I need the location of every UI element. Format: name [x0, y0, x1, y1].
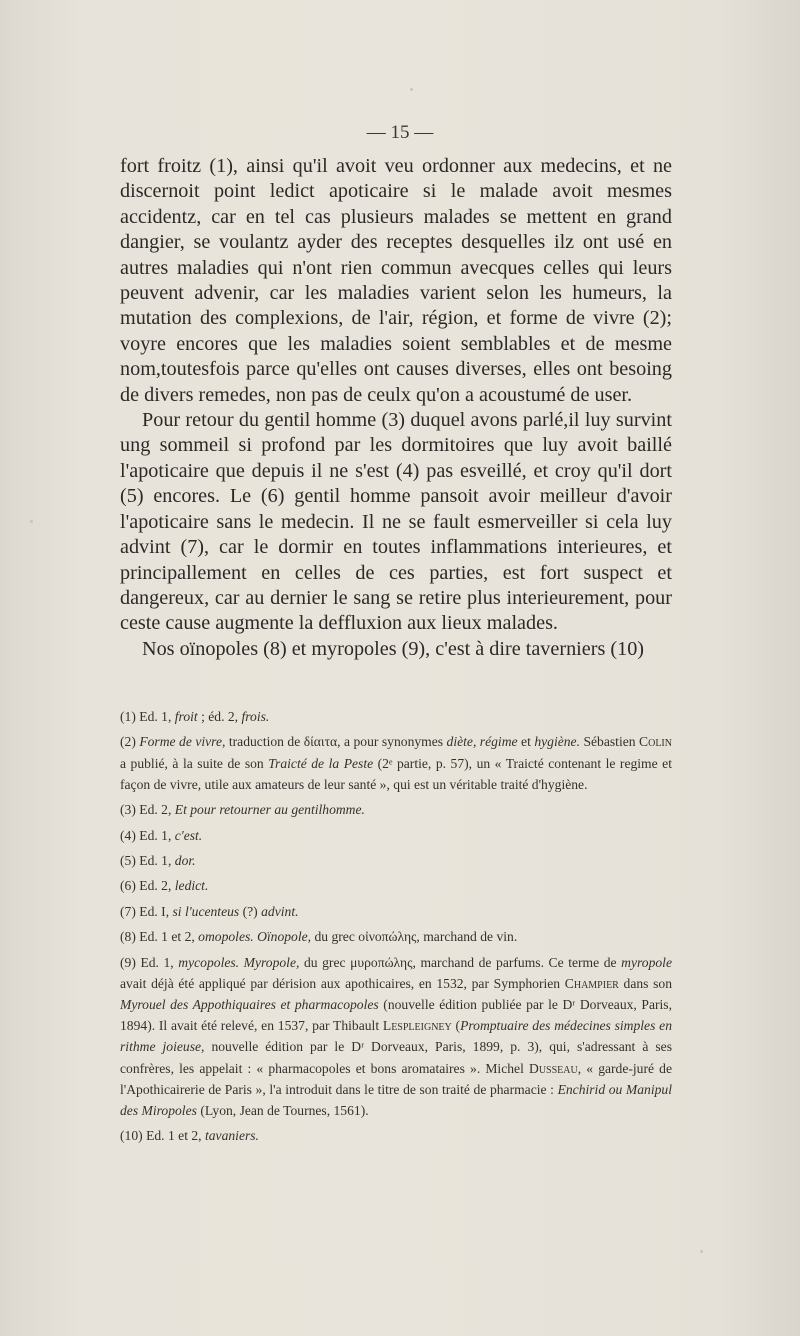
footnote-italic: hygiène.: [534, 734, 580, 750]
author-name: Champier: [564, 975, 619, 991]
author-name: Lespleigney: [382, 1018, 452, 1034]
footnote-text: et: [521, 734, 531, 750]
footnote-italic: Promptuaire des médecines simples en rithme joieuse,: [120, 1018, 672, 1055]
footnote-3: [120, 799, 672, 820]
footnotes: [120, 706, 672, 1151]
footnote-italic: tavaniers.: [204, 1128, 259, 1144]
footnote-italic: froit: [174, 709, 198, 724]
footnote-text: ; éd. 2,: [197, 709, 239, 724]
main-text: [120, 154, 672, 662]
footnote-text: Ed. 2,: [139, 802, 172, 818]
footnote-italic: advint.: [261, 903, 299, 919]
footnote-italic: Et pour retourner au gentilhomme.: [174, 802, 365, 818]
footnote-italic: mycopoles. Myropole,: [178, 954, 300, 970]
footnote-number: (7): [120, 903, 136, 919]
footnote-text: Ed. 1,: [139, 709, 172, 724]
footnote-text: (?): [242, 903, 258, 919]
footnote-text: a publié, à la suite de son: [120, 755, 264, 771]
footnote-text: du grec μυροπώλης, marchand de parfums. Ce terme de: [303, 954, 617, 970]
author-name: Dusseau,: [529, 1060, 582, 1076]
footnote-1: [120, 706, 672, 727]
footnote-text: dans son: [623, 975, 672, 991]
footnote-italic: si l'ucenteus: [172, 903, 240, 919]
footnote-text: « garde-juré de l'Apothicairerie de Paris », l'a introduit dans le titre de son traité de pharmacie :: [120, 1060, 673, 1097]
footnote-text: du grec οἰνοπώλης, marchand de vin.: [314, 929, 518, 945]
footnote-text: (: [455, 1018, 461, 1034]
page-number: — 15 —: [366, 122, 434, 143]
paper-speck: [410, 88, 413, 91]
footnote-italic: ledict.: [174, 878, 209, 894]
footnote-text: (nouvelle édition publiée par le Dʳ Dorveaux, Paris, 1894). Il avait été relevé, en 1537, par Thibault: [120, 996, 672, 1034]
footnote-6: [120, 875, 672, 896]
footnote-number: (2): [120, 734, 136, 750]
footnote-italic: Enchirid ou Manipul des Miropoles: [120, 1081, 672, 1118]
footnote-number: (6): [120, 878, 136, 894]
footnote-text: Ed. 1,: [139, 852, 172, 868]
footnote-italic: omopoles. Oïnopole,: [198, 929, 312, 945]
footnote-italic: Traicté de la Peste: [268, 755, 374, 771]
footnote-number: (10): [120, 1128, 143, 1144]
footnote-text: nouvelle édition par le Dʳ Dorveaux, Paris, 1899, p. 3), qui, s'adressant à ses confrères, les appelait : « pharmacopoles et bons aromataires ». Michel: [120, 1039, 672, 1076]
paper-speck: [30, 520, 33, 523]
footnote-5: [120, 850, 672, 871]
author-name: Colin: [639, 734, 672, 750]
footnote-number: (1): [120, 709, 136, 724]
footnote-number: (3): [120, 802, 136, 818]
footnote-italic: Forme de vivre,: [139, 734, 226, 750]
paper-speck: [700, 1250, 703, 1253]
footnote-text: Ed. 1,: [140, 954, 174, 970]
footnote-italic: myropole: [621, 954, 672, 970]
footnote-italic: diète, régime: [446, 734, 518, 750]
footnote-number: (4): [120, 827, 136, 843]
footnote-number: (9): [120, 954, 136, 970]
footnote-text: Ed. 1,: [139, 827, 172, 843]
paragraph-2: Pour retour du gentil homme (3) duquel avons parlé,il luy survint ung sommeil si profond par les dormitoires que luy avoit baillé l'apoticaire que depuis il ne s'est (4) pas esveillé, et croy qu'il dort (5) encores. Le (6) gentil homme pansoit avoir meilleur d'avoir l'apoticaire sans le medecin. Il ne se fault esmerveiller si cela luy advint (7), car le dormir en toutes inflammations interieures, et principallement en celles de ces parties, est fort suspect et dangereux, car au dernier le sang se retire plus interieurement, pour ceste cause augmente la deffluxion aux lieux malades.: [120, 409, 672, 635]
footnote-italic: Myrouel des Appothiquaires et pharmacopoles: [120, 996, 379, 1012]
footnote-number: (8): [120, 929, 136, 945]
footnote-text: Ed. 1 et 2,: [139, 929, 195, 945]
paragraph-1: fort froitz (1), ainsi qu'il avoit veu ordonner aux medecins, et ne discernoit point ledict apoticaire si le malade avoit mesmes accidentz, car en tel cas plusieurs malades se mettent en grand dangier, se voulantz ayder des receptes desquelles ilz ont usé en autres maladies qui n'ont rien commun avecques celles qui leurs peuvent advenir, car les maladies varient selon les humeurs, la mutation des complexions, de l'air, région, et forme de vivre (2); voyre encores que les maladies soient semblables et de mesme nom,toutesfois parce qu'elles ont causes diverses, elles ont besoing de divers remedes, non pas de ceulx qu'on a acoustumé de user.: [120, 155, 672, 406]
footnote-text: Ed. I,: [139, 903, 170, 919]
footnote-italic: dor.: [174, 852, 196, 868]
paragraph-3: Nos oïnopoles (8) et myropoles (9), c'est à dire taverniers (10): [142, 637, 645, 660]
footnote-number: (5): [120, 852, 136, 868]
footnote-italic: frois.: [241, 709, 270, 724]
footnote-text: (Lyon, Jean de Tournes, 1561).: [200, 1102, 369, 1118]
footnote-9: [120, 952, 672, 1122]
footnote-4: [120, 825, 672, 846]
footnote-text: Sébastien: [583, 734, 636, 750]
footnote-text: Ed. 2,: [139, 878, 172, 894]
footnote-text: (2ᵉ partie, p. 57), un « Traicté contenant le regime et façon de vivre, utile aux amateurs de leur santé », qui est un véritable traité d'hygiène.: [120, 755, 672, 792]
footnote-2: [120, 731, 672, 795]
footnote-text: Ed. 1 et 2,: [146, 1128, 202, 1144]
footnote-8: [120, 926, 672, 947]
footnote-text: traduction de δίαιτα, a pour synonymes: [228, 734, 444, 750]
footnote-text: avait déjà été appliqué par dérision aux apothicaires, en 1532, par Symphorien: [120, 975, 561, 991]
footnote-10: [120, 1125, 672, 1146]
footnote-italic: c'est.: [174, 827, 203, 843]
footnote-7: [120, 901, 672, 922]
